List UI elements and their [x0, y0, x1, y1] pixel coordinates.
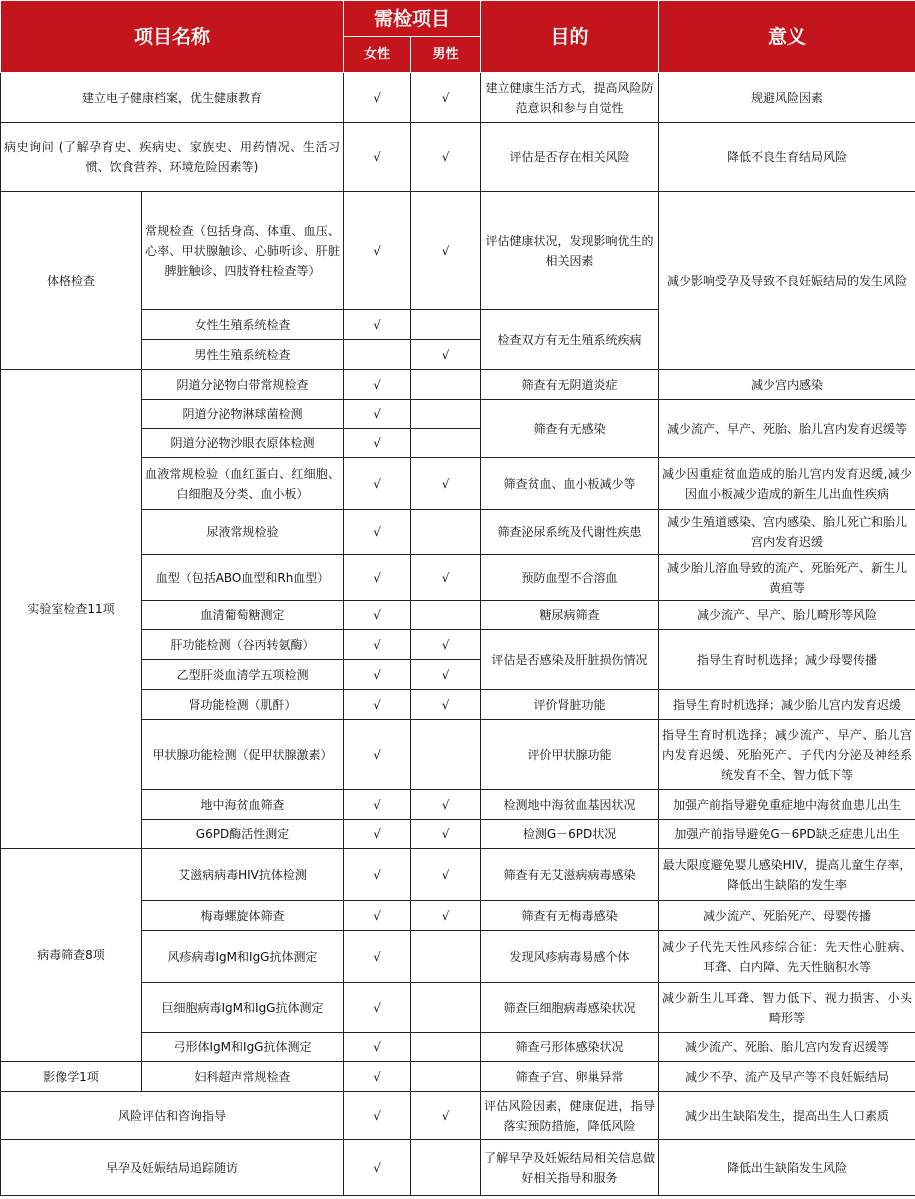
header-female: 女性 — [344, 37, 411, 73]
male-check: √ — [411, 73, 481, 123]
female-check: √ — [344, 931, 411, 983]
item-name: 肝功能检测（谷丙转氨酶） — [142, 630, 344, 660]
item-name: 艾滋病病毒HIV抗体检测 — [142, 849, 344, 901]
male-empty — [411, 310, 481, 340]
table-row — [1, 370, 915, 400]
item-purpose: 评估风险因素，健康促进，指导落实预防措施，降低风险 — [481, 1092, 659, 1140]
item-name: 梅毒螺旋体筛查 — [142, 901, 344, 931]
item-name: 血型（包括ABO血型和Rh血型） — [142, 555, 344, 601]
item-purpose: 筛查有无感染 — [481, 400, 659, 458]
male-empty — [411, 983, 481, 1033]
item-purpose: 评价甲状腺功能 — [481, 720, 659, 790]
item-meaning: 加强产前指导避免G－6PD缺乏症患儿出生 — [659, 820, 915, 849]
male-check: √ — [411, 790, 481, 820]
female-check: √ — [344, 555, 411, 601]
group-imaging: 影像学1项 — [1, 1062, 142, 1092]
table-row — [1, 1140, 915, 1196]
group-physical: 体格检查 — [1, 192, 142, 370]
item-name: 阴道分泌物淋球菌检测 — [142, 400, 344, 429]
item-name: 肾功能检测（肌酐） — [142, 690, 344, 720]
item-name: 早孕及妊娠结局追踪随访 — [1, 1140, 344, 1196]
item-meaning: 减少不孕、流产及早产等不良妊娠结局 — [659, 1062, 915, 1092]
item-name: G6PD酶活性测定 — [142, 820, 344, 849]
header-required: 需检项目 — [344, 1, 481, 37]
male-check: √ — [411, 192, 481, 310]
item-meaning: 减少流产、早产、死胎、胎儿宫内发育迟缓等 — [659, 400, 915, 458]
male-check: √ — [411, 630, 481, 660]
female-check: √ — [344, 660, 411, 690]
item-purpose: 检测地中海贫血基因状况 — [481, 790, 659, 820]
item-meaning: 减少新生儿耳聋、智力低下、视力损害、小头畸形等 — [659, 983, 915, 1033]
header-purpose: 目的 — [481, 1, 659, 73]
item-purpose: 筛查贫血、血小板减少等 — [481, 458, 659, 510]
item-name: 阴道分泌物沙眼衣原体检测 — [142, 429, 344, 458]
item-name: 乙型肝炎血清学五项检测 — [142, 660, 344, 690]
male-check: √ — [411, 660, 481, 690]
female-check: √ — [344, 1140, 411, 1196]
item-purpose: 发现风疹病毒易感个体 — [481, 931, 659, 983]
item-meaning: 指导生育时机选择；减少胎儿宫内发育迟缓 — [659, 690, 915, 720]
item-name: 血液常规检验（血红蛋白、红细胞、白细胞及分类、血小板） — [142, 458, 344, 510]
male-empty — [411, 510, 481, 555]
item-name: 弓形体IgM和IgG抗体测定 — [142, 1033, 344, 1062]
table-row — [1, 1092, 915, 1140]
item-purpose: 检查双方有无生殖系统疾病 — [481, 310, 659, 370]
item-meaning: 指导生育时机选择；减少流产、早产、胎儿宫内发育迟缓、死胎死产、子代内分泌及神经系统发育不全、智力低下等 — [659, 720, 915, 790]
item-name: 阴道分泌物白带常规检查 — [142, 370, 344, 400]
item-purpose: 筛查有无艾滋病病毒感染 — [481, 849, 659, 901]
item-name: 建立电子健康档案，优生健康教育 — [1, 73, 344, 123]
female-check: √ — [344, 790, 411, 820]
item-purpose: 筛查弓形体感染状况 — [481, 1033, 659, 1062]
male-empty — [411, 931, 481, 983]
item-purpose: 糖尿病筛查 — [481, 601, 659, 630]
male-check: √ — [411, 901, 481, 931]
item-meaning: 减少流产、死胎、胎儿宫内发育迟缓等 — [659, 1033, 915, 1062]
item-purpose: 筛查有无阴道炎症 — [481, 370, 659, 400]
item-purpose: 预防血型不合溶血 — [481, 555, 659, 601]
female-check: √ — [344, 458, 411, 510]
item-meaning: 减少影响受孕及导致不良妊娠结局的发生风险 — [659, 192, 915, 370]
item-name: 女性生殖系统检查 — [142, 310, 344, 340]
male-check: √ — [411, 555, 481, 601]
male-empty — [411, 1062, 481, 1092]
item-meaning: 减少流产、早产、胎儿畸形等风险 — [659, 601, 915, 630]
table-row — [1, 849, 915, 901]
item-meaning: 减少胎儿溶血导致的流产、死胎死产、新生儿黄疸等 — [659, 555, 915, 601]
item-purpose: 评价肾脏功能 — [481, 690, 659, 720]
header-male: 男性 — [411, 37, 481, 73]
item-purpose: 评估健康状况，发现影响优生的相关因素 — [481, 192, 659, 310]
female-check: √ — [344, 1033, 411, 1062]
header-item-name: 项目名称 — [1, 1, 344, 73]
female-check: √ — [344, 820, 411, 849]
female-check: √ — [344, 720, 411, 790]
item-name: 巨细胞病毒IgM和IgG抗体测定 — [142, 983, 344, 1033]
female-check: √ — [344, 690, 411, 720]
table-row — [1, 1062, 915, 1092]
female-check: √ — [344, 630, 411, 660]
item-purpose: 筛查泌尿系统及代谢性疾患 — [481, 510, 659, 555]
female-empty — [344, 340, 411, 370]
item-purpose: 筛查有无梅毒感染 — [481, 901, 659, 931]
male-empty — [411, 429, 481, 458]
group-lab: 实验室检查11项 — [1, 370, 142, 849]
female-check: √ — [344, 849, 411, 901]
female-check: √ — [344, 400, 411, 429]
male-check: √ — [411, 820, 481, 849]
item-purpose: 筛查巨细胞病毒感染状况 — [481, 983, 659, 1033]
item-name: 病史询问 (了解孕育史、疾病史、家族史、用药情况、生活习惯、饮食营养、环境危险因素等) — [1, 123, 344, 192]
item-name: 甲状腺功能检测（促甲状腺激素） — [142, 720, 344, 790]
item-meaning: 减少子代先天性风疹综合征：先天性心脏病、耳聋、白内障、先天性脑积水等 — [659, 931, 915, 983]
item-name: 地中海贫血筛查 — [142, 790, 344, 820]
table-row — [1, 123, 915, 192]
table-row — [1, 73, 915, 123]
male-empty — [411, 1033, 481, 1062]
female-check: √ — [344, 901, 411, 931]
item-meaning: 减少流产、死胎死产、母婴传播 — [659, 901, 915, 931]
male-check: √ — [411, 1092, 481, 1140]
female-check: √ — [344, 123, 411, 192]
item-name: 风疹病毒IgM和IgG抗体测定 — [142, 931, 344, 983]
male-check: √ — [411, 123, 481, 192]
male-empty — [411, 720, 481, 790]
female-check: √ — [344, 1092, 411, 1140]
item-purpose: 了解早孕及妊娠结局相关信息做好相关指导和服务 — [481, 1140, 659, 1196]
item-name: 男性生殖系统检查 — [142, 340, 344, 370]
item-purpose: 筛查子宫、卵巢异常 — [481, 1062, 659, 1092]
item-meaning: 最大限度避免婴儿感染HIV，提高儿童生存率，降低出生缺陷的发生率 — [659, 849, 915, 901]
item-meaning: 加强产前指导避免重症地中海贫血患儿出生 — [659, 790, 915, 820]
item-meaning: 规避风险因素 — [659, 73, 915, 123]
item-meaning: 减少因重症贫血造成的胎儿宫内发育迟缓,减少因血小板减少造成的新生儿出血性疾病 — [659, 458, 915, 510]
female-check: √ — [344, 310, 411, 340]
table-row — [1, 192, 915, 310]
female-check: √ — [344, 1062, 411, 1092]
item-meaning: 减少出生缺陷发生，提高出生人口素质 — [659, 1092, 915, 1140]
item-meaning: 减少生殖道感染、宫内感染、胎儿死亡和胎儿宫内发育迟缓 — [659, 510, 915, 555]
male-empty — [411, 400, 481, 429]
item-purpose: 评估是否存在相关风险 — [481, 123, 659, 192]
female-check: √ — [344, 370, 411, 400]
female-check: √ — [344, 429, 411, 458]
female-check: √ — [344, 510, 411, 555]
male-empty — [411, 370, 481, 400]
male-check: √ — [411, 458, 481, 510]
male-check: √ — [411, 849, 481, 901]
item-meaning: 降低不良生育结局风险 — [659, 123, 915, 192]
item-name: 妇科超声常规检查 — [142, 1062, 344, 1092]
male-check: √ — [411, 340, 481, 370]
male-empty — [411, 1140, 481, 1196]
item-name: 尿液常规检验 — [142, 510, 344, 555]
group-virus: 病毒筛查8项 — [1, 849, 142, 1062]
item-name: 风险评估和咨询指导 — [1, 1092, 344, 1140]
item-name: 血清葡萄糖测定 — [142, 601, 344, 630]
item-meaning: 指导生育时机选择；减少母婴传播 — [659, 630, 915, 690]
male-empty — [411, 601, 481, 630]
female-check: √ — [344, 983, 411, 1033]
item-meaning: 减少宫内感染 — [659, 370, 915, 400]
item-purpose: 建立健康生活方式，提高风险防范意识和参与自觉性 — [481, 73, 659, 123]
item-purpose: 评估是否感染及肝脏损伤情况 — [481, 630, 659, 690]
female-check: √ — [344, 192, 411, 310]
item-purpose: 检测G－6PD状况 — [481, 820, 659, 849]
female-check: √ — [344, 601, 411, 630]
item-name: 常规检查（包括身高、体重、血压、心率、甲状腺触诊、心肺听诊、肝脏脾脏触诊、四肢脊柱检查等） — [142, 192, 344, 310]
female-check: √ — [344, 73, 411, 123]
male-check: √ — [411, 690, 481, 720]
item-meaning: 降低出生缺陷发生风险 — [659, 1140, 915, 1196]
header-meaning: 意义 — [659, 1, 915, 73]
